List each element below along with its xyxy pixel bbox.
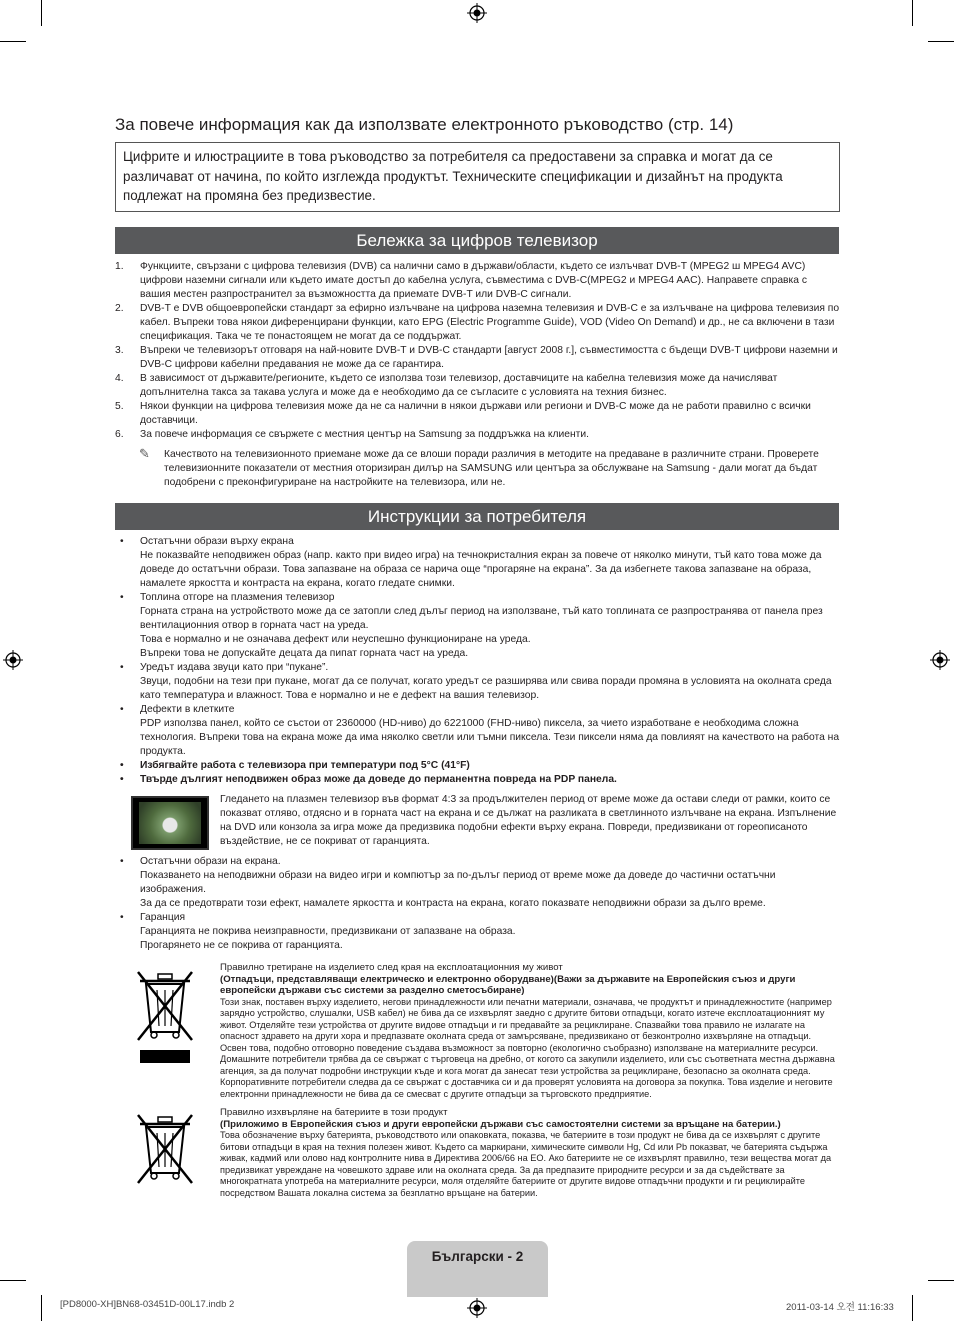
registration-mark-icon (467, 1298, 487, 1318)
plasma-burn-in-text: Гледането на плазмен телевизор във формат 4:3 за продължителен период от време може да остави следи от рамки, които се показват отляво, отдясно и в горната част на екрана и се дължат на разликата в светлинното излъчване на екрана. Изпълнение на DVD или конзола за игра може да предизвика подобни ефекти върху екрана. Повреди, предизвикани от гореописаното въздействие, не се покриват от гаранцията. (220, 794, 837, 847)
page-number: Български - 2 (431, 1249, 524, 1264)
crop-mark (928, 41, 954, 42)
page-number-tab (407, 1241, 548, 1297)
digital-tv-list (115, 260, 840, 442)
section-header-user-instructions: Инструкции за потребителя (115, 503, 839, 530)
crop-mark (912, 1295, 913, 1321)
crossed-bin-icon (134, 1113, 196, 1188)
crop-mark (0, 41, 26, 42)
registration-mark-icon (930, 650, 950, 670)
list-item: 4. В зависимост от държавите/регионите, където се използва този телевизор, доставчиците на кабелна телевизия може да начисляват допълнителна такса за такава услуга и може да е необходимо да се съгласите с условията на техния бизнес. (115, 373, 778, 398)
list-item: • Гаранция Гаранцията не покрива неизправности, предизвикани от запазване на образа. Прогарянето не се покрива от гаранцията. (120, 912, 516, 951)
print-timestamp: 2011-03-14 오전 11:16:33 (786, 1302, 894, 1313)
instructions-list (115, 535, 840, 787)
section-header-digital-tv: Бележка за цифров телевизор (115, 227, 839, 254)
list-item: 6. За повече информация се свържете с местния център на Samsung за поддръжка на клиенти. (115, 429, 589, 440)
list-item: • Уредът издава звуци като при “пукане”. Звуци, подобни на тези при пукане, могат да се получат, когато уредът се разширява или свива поради промяна в условията на околната среда като температура и влажност. Това е нормално и не е дефект на вашия телевизор. (120, 662, 832, 701)
crop-mark (928, 1280, 954, 1281)
crossed-bin-icon (134, 968, 196, 1068)
list-item: • Остатъчни образи на екрана. Показването на неподвижни образи на видео игри и компютър за по-дълъг период от време може да доведе до частични остатъчни изображения. За да се предотврати този ефект, намалете яркостта и контраста на екрана, когато показвате неподвижни образи за дълго време. (120, 856, 776, 909)
crop-mark (0, 1280, 26, 1281)
weee-battery-block: Правилно изхвърляне на батериите в този продукт (Приложимо в Европейския съюз и други европейски държави със самостоятелни системи за връщане на батерии.) Това обозначение върху батерията, ръководството или опаковката, показва, че батериите в този продукт не бива да се изхвърлят с другите битови отпадъци в края на техния полезен живот. Където са маркирани, химическите символи Hg, Cd или Pb показват, че батерията съдържа живак, кадмий или олово над контролните нива в Директива 2006/66 на ЕО. Ако батериите не се изхвърлят правилно, тези вещества могат да предизвикат увреждане на човешкото здраве или на околната среда. За да предпазите природните ресурси и за да съдействате за многократната употреба на материалните ресурси, моля отделяйте батериите от другите видове отпадъчни продукти и ги рециклирайте посредством Вашата локална система за безплатно връщане на батерии. (220, 1107, 832, 1198)
instructions-list-2 (115, 855, 840, 953)
list-item: • Топлина отгоре на плазмения телевизор Горната страна на устройството може да се затопли след дълъг период на използване, тъй като топлината се разпространява от панела през вентилационния отвор в горната част на уреда. Това е нормално и не означава дефект или неуспешно функциониране на уреда. Въпреки това не допускайте децата да пипат горната част на уреда. (120, 592, 823, 659)
disclaimer-box: Цифрите и илюстрациите в това ръководство за потребителя са предоставени за справка и могат да се различават от начина, по който изглежда продуктът. Техническите спецификации и дизайнът на продукта подлежат на промяна без предизвестие. (115, 142, 840, 212)
page-title: За повече информация как да използвате електронното ръководство (стр. 14) (115, 115, 734, 134)
list-item: • Дефекти в клетките PDP използва панел, който се състои от 2360000 (HD-ниво) до 6221000 (FHD-ниво) пиксела, за чието изработване е необходима сложна технология. Въпреки това на екрана може да има няколко светли или тъмни пиксела. Тези пиксели няма да повлияят на качеството на работа на продукта. (120, 704, 840, 757)
weee-product-block: Правилно третиране на изделието след края на експлоатационния му живот (Отпадъци, представляващи електрическо и електронно оборудване)(Важи за държавите на Европейския съюз и други европейски държави със системи за разделно сметосъбиране) Този знак, поставен върху изделието, негови принадлежности или печатни материали, означава, че продуктът и принадлежностите (например зарядно устройство, слушалки, USB кабел) не бива да се изхвърлят заедно с другите битови отпадъци, когато изтече експлоатационният му живот. Отделяйте тези устройства от другите видове отпадъци и ги предавайте за рециклиране. Спазвайки това правило не излагате на опасност здравето на други хора и предпазвате околната среда от замърсяване, предизвикано от безконтролно изхвърляне на отпадъци. Освен това, подобно отговорно поведение създава възможност за повторно (екологично съобразно) използване на материалните ресурси. Домашните потребители трябва да се свържат с търговеца на дребно, от когото са закупили изделието, или със съответната местна държавна агенция, за да получат подробни инструкции къде и кога могат да занесат тези устройства за рециклиране, безопасно за околната среда. Корпоративните потребители следва да се свържат с доставчика си и да проверят условията на договора за покупка. Това изделие и неговите електронни принадлежности не бива да се смесват с другите отпадъци за търговското предприятие. (220, 962, 835, 1099)
list-item: 5. Някои функции на цифрова телевизия може да не са налични в някои държави или региони и DVB-C може да не работи правилно с всички доставчици. (115, 401, 811, 426)
list-item: 2. DVB-T е DVB общоевропейски стандарт за ефирно излъчване на цифрова наземна телевизия и DVB-C е за излъчване на цифрова телевизия по кабел. Въпреки това някои диференцирани функции, като EPG (Electric Programme Guide), VOD (Video On Demand) и др., не са включени в тази спецификация. Така че те понастоящем не могат да се поддържат. (115, 303, 840, 342)
reception-note: ✎ Качеството на телевизионното приемане може да се влоши поради различия в методите на предаване в различните страни. Проверете телевизионните показатели от местния оторизиран дилър на SAMSUNG или центъра за обслужване на Samsung - дали могат да бъдат подобрени с преконфигуриране на настройките на телевизора, или не. (139, 446, 819, 488)
pencil-icon: ✎ (139, 446, 150, 461)
crop-mark (41, 0, 42, 26)
list-item: • Твърде дългият неподвижен образ може да доведе до перманентна повреда на PDP панела. (120, 774, 617, 785)
plasma-screen-image (131, 796, 209, 850)
list-item: 1. Функциите, свързани с цифрова телевизия (DVB) са налични само в държави/области, където се излъчват DVB-T (MPEG2 ш MPEG4 AVC) цифрови наземни сигнали или където имате достъп до кабелна услуга, съвместима с DVB-C(MPEG2 и MPEG4 AAC). Направете справка с вашия местен разпространител за възможността да приемате DVB-T или DVB-C сигнали. (115, 261, 807, 300)
print-file-name: [PD8000-XH]BN68-03451D-00L17.indb 2 (60, 1299, 235, 1310)
list-item: • Остатъчни образи върху екрана Не показвайте неподвижен образ (напр. както при видео игра) на течнокристалния екран за повече от няколко минути, тъй като това може да доведе до остатъчни образи. Това запазване на образа се нарича още “прогаряне на екрана”. За да избегнете такова запазване на образа, намалете яркостта и контраста на екрана, когато гледате снимки. (120, 536, 822, 589)
registration-mark-icon (467, 3, 487, 23)
list-item: 3. Въпреки че телевизорът отговаря на най-новите DVB-T и DVB-C стандарти [август 2008 г.], съвместимостта с бъдещи DVB-T цифрови наземни и DVB-C цифрови кабелни предавания не може да се гарантира. (115, 345, 838, 370)
crop-mark (41, 1295, 42, 1321)
registration-mark-icon (3, 650, 23, 670)
list-item: • Избягвайте работа с телевизора при температури под 5°C (41°F) (120, 760, 470, 771)
crop-mark (912, 0, 913, 26)
